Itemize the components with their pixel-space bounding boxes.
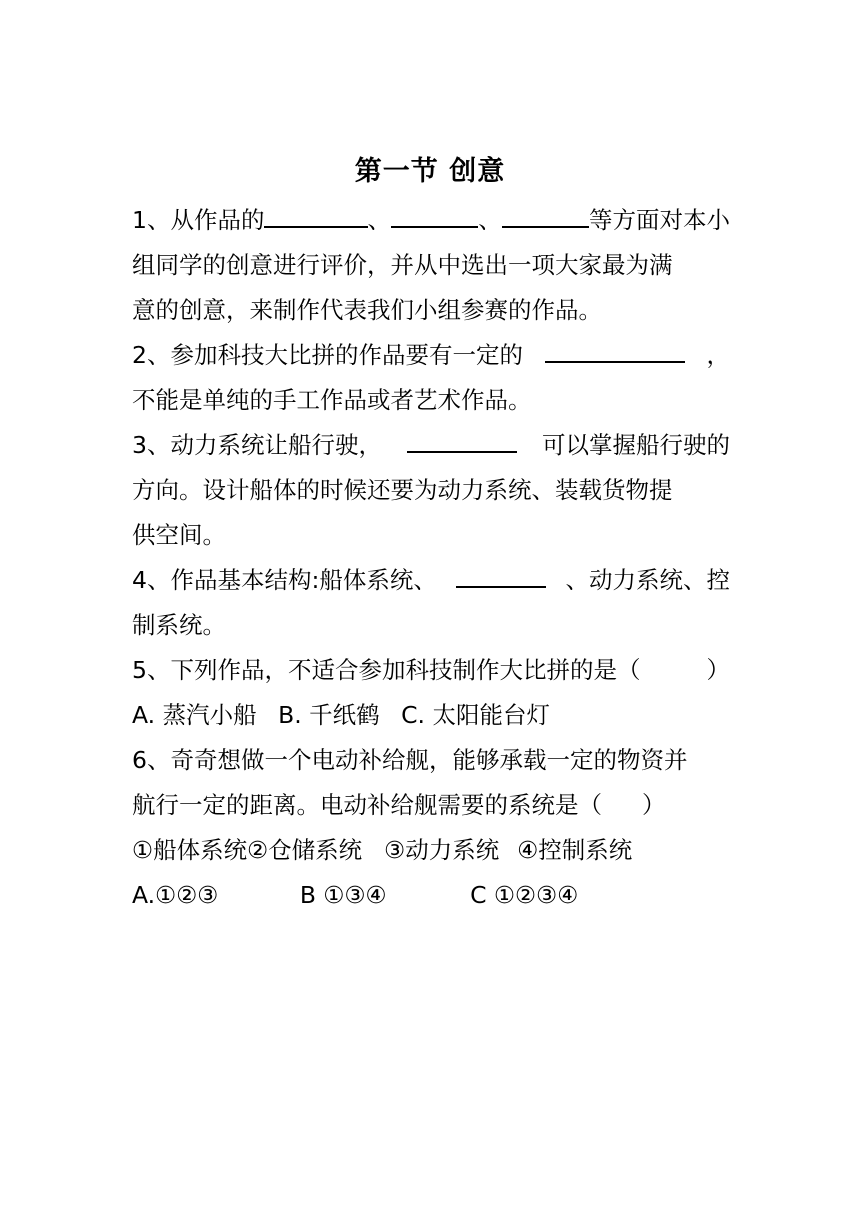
q5-option-c[interactable]: C. 太阳能台灯 <box>401 701 550 729</box>
q1-text-post: 等方面对本小 <box>589 206 731 234</box>
q5-answer-space[interactable] <box>658 648 688 693</box>
q3-text-pre: 3、动力系统让船行驶， <box>132 431 382 459</box>
q6-stem <box>132 783 730 828</box>
q2-text-pre: 2、参加科技大比拼的作品要有一定的 <box>132 341 523 369</box>
q4-line-1 <box>132 558 730 603</box>
q4-text-pre: 4、作品基本结构:船体系统、 <box>132 566 437 594</box>
q2-line-1 <box>132 333 730 378</box>
q2-text-post: ， <box>706 341 730 369</box>
q6-stem-text: 航行一定的距离。电动补给舰需要的系统是（ <box>132 791 602 819</box>
q5-stem <box>132 648 730 693</box>
q3-line-3: 供空间。 <box>132 521 226 549</box>
q6-option-c[interactable]: C ①②③④ <box>470 881 579 909</box>
q4-text-post: 、动力系统、控 <box>565 566 730 594</box>
question-list <box>132 198 730 918</box>
q1-separator-1: 、 <box>367 206 392 234</box>
q6-item-4: ④控制系统 <box>517 836 633 864</box>
q1-line-3: 意的创意，来制作代表我们小组参赛的作品。 <box>132 296 602 324</box>
q3-blank[interactable] <box>407 423 517 453</box>
q6-option-a[interactable]: A.①②③ <box>132 881 219 909</box>
q6-item-3: ③动力系统 <box>384 836 500 864</box>
q6-items <box>132 828 730 873</box>
q5-stem-text: 5、下列作品，不适合参加科技制作大比拼的是（ <box>132 656 641 684</box>
q6-item-2: ②仓储系统 <box>247 836 363 864</box>
q1-blank-2[interactable] <box>391 198 478 228</box>
q6-option-b[interactable]: B ①③④ <box>299 881 387 909</box>
q3-line-1 <box>132 423 730 468</box>
q4-blank[interactable] <box>456 558 546 588</box>
q1-text-pre: 1、从作品的 <box>132 206 265 234</box>
q6-options <box>132 873 730 918</box>
q3-line-2: 方向。设计船体的时候还要为动力系统、装载货物提 <box>132 476 673 504</box>
q1-line-1 <box>132 198 730 243</box>
q6-line-1: 6、奇奇想做一个电动补给舰，能够承载一定的物资并 <box>132 746 688 774</box>
q5-stem-close: ） <box>706 656 730 684</box>
q1-separator-2: 、 <box>478 206 502 234</box>
q2-blank[interactable] <box>545 333 685 363</box>
q5-option-b[interactable]: B. 千纸鹤 <box>278 701 380 729</box>
q1-blank-1[interactable] <box>264 198 367 228</box>
q6-item-1: ①船体系统 <box>132 836 248 864</box>
q1-blank-3[interactable] <box>502 198 589 228</box>
q1-line-2: 组同学的创意进行评价，并从中选出一项大家最为满 <box>132 251 673 279</box>
q6-stem-close: ） <box>642 791 666 819</box>
q5-options <box>132 693 730 738</box>
section-title: 第一节 创意 <box>354 156 506 187</box>
q5-option-a[interactable]: A. 蒸汽小船 <box>132 701 257 729</box>
q4-line-2: 制系统。 <box>132 611 226 639</box>
q3-text-post: 可以掌握船行驶的 <box>541 431 730 459</box>
q2-line-2: 不能是单纯的手工作品或者艺术作品。 <box>132 386 532 414</box>
q6-answer-space[interactable] <box>602 783 642 828</box>
